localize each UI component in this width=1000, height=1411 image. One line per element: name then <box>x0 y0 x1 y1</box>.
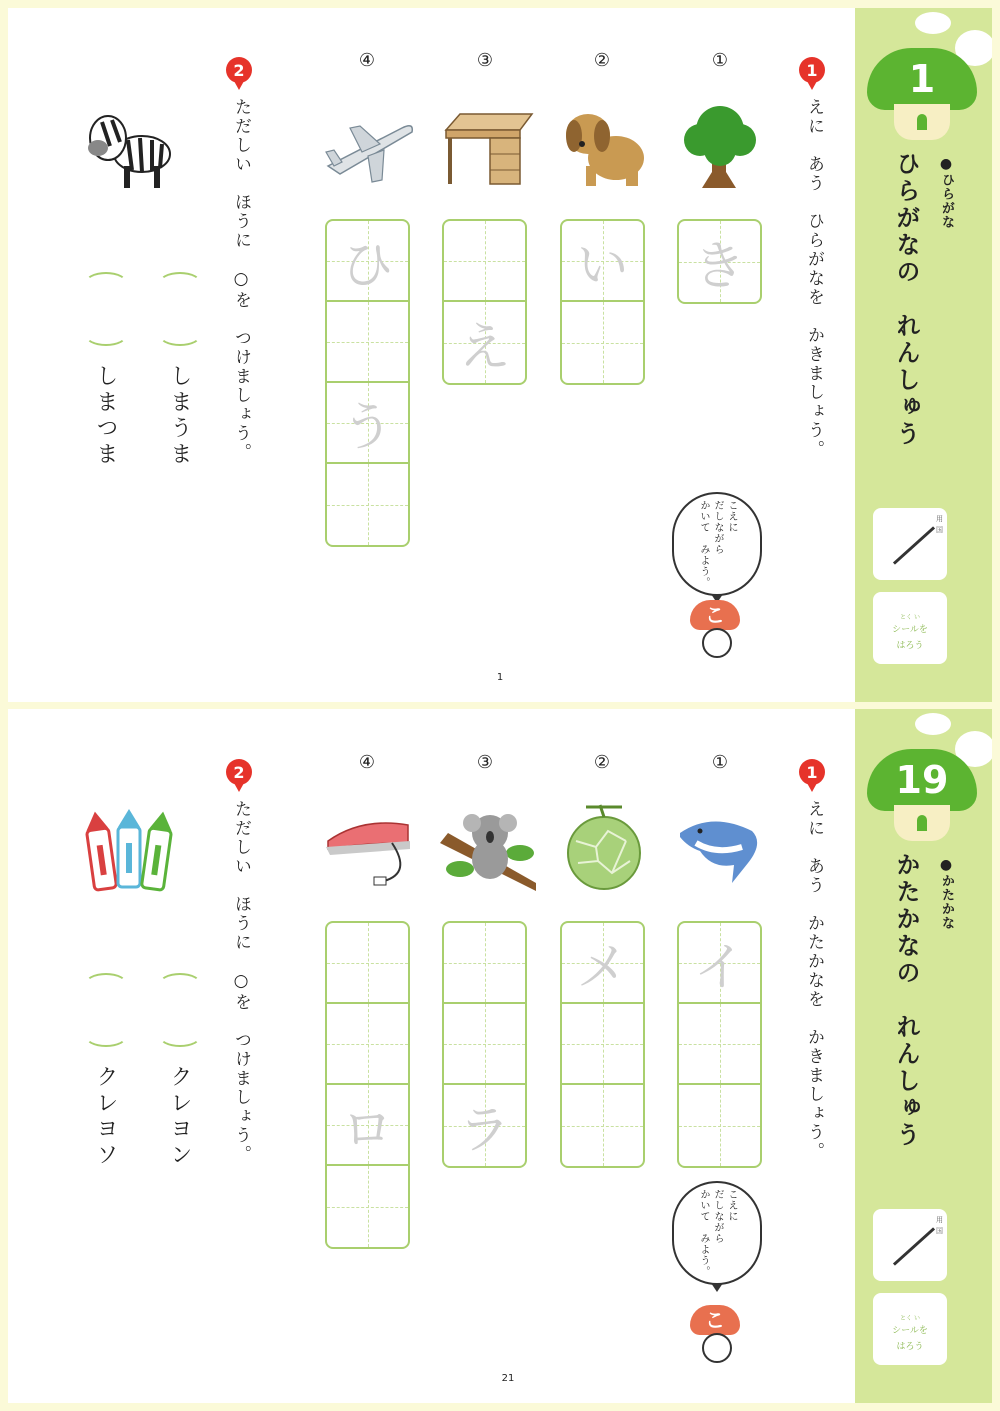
door-icon <box>917 815 927 831</box>
mushroom-stem <box>894 805 950 841</box>
writing-cell[interactable] <box>444 1004 525 1085</box>
trace-character: ひ <box>341 236 394 296</box>
writing-cell[interactable] <box>327 221 408 302</box>
worksheet-page-1 <box>8 8 992 702</box>
trace-character: い <box>576 236 629 296</box>
trace-character: え <box>458 318 511 378</box>
writing-grid[interactable] <box>560 921 645 1168</box>
writing-cell[interactable] <box>327 383 408 464</box>
writing-cell[interactable] <box>327 464 408 545</box>
writing-cell[interactable] <box>327 1004 408 1085</box>
answer-circle-slot[interactable] <box>84 272 124 346</box>
crayons-picture <box>80 805 176 895</box>
item-number: ④ <box>358 50 376 71</box>
writing-cell[interactable] <box>679 1085 760 1166</box>
writing-cell[interactable] <box>679 1004 760 1085</box>
hint-speech-bubble: こえに だしながら かいて みよう。 <box>672 1181 762 1285</box>
answer-circle-slot[interactable] <box>84 973 124 1047</box>
page-number: 21 <box>501 1373 515 1384</box>
writing-cell[interactable] <box>562 1085 643 1166</box>
question-2-instruction: ただしい ほうに ○を つけましょう。 <box>231 800 251 1164</box>
mascot-mushroom <box>686 600 744 662</box>
writing-cell[interactable] <box>562 302 643 383</box>
writing-grid[interactable] <box>560 219 645 385</box>
answer-circle-slot[interactable] <box>158 272 198 346</box>
writing-cell[interactable] <box>327 302 408 383</box>
hint-speech-bubble: こえに だしながら かいて みよう。 <box>672 492 762 596</box>
sticker-label: とく い シールを はろう <box>892 1315 928 1352</box>
lesson-mushroom-badge <box>867 48 977 142</box>
trace-character: う <box>341 398 394 458</box>
lesson-mushroom-badge <box>867 749 977 843</box>
item-number: ② <box>593 50 611 71</box>
trace-character: ラ <box>458 1101 511 1161</box>
desk-picture <box>440 100 536 190</box>
trace-character: イ <box>693 938 746 998</box>
item-number: ④ <box>358 752 376 773</box>
cloud-icon <box>915 713 951 735</box>
writing-grid[interactable] <box>442 219 527 385</box>
dolphin-picture <box>672 803 768 893</box>
question-2-badge: 2 <box>226 57 252 83</box>
writing-grid[interactable] <box>325 219 410 547</box>
dog-picture <box>556 100 652 190</box>
writing-cell[interactable] <box>679 923 760 1004</box>
question-1-instruction: えに あう かたかなを かきましょう。 <box>804 800 824 1161</box>
worksheet-page-2 <box>8 709 992 1403</box>
mascot-face <box>702 1333 732 1363</box>
writing-cell[interactable] <box>327 923 408 1004</box>
item-number: ① <box>711 50 729 71</box>
scallop-edge <box>845 8 867 702</box>
question-2-instruction: ただしい ほうに ○を つけましょう。 <box>231 98 251 462</box>
page-title: ひらがなの れんしゅう <box>892 151 920 448</box>
tiny-label: 用 国 <box>936 515 943 534</box>
sticker-box[interactable] <box>873 592 947 664</box>
airplane-picture <box>322 108 418 198</box>
pencil-line-icon <box>893 526 935 564</box>
tree-picture <box>672 100 768 190</box>
pencil-line-icon <box>893 1227 935 1265</box>
answer-choice[interactable]: クレヨン <box>167 1065 192 1169</box>
melon-picture <box>556 801 652 891</box>
sidebar <box>855 8 992 702</box>
writing-cell[interactable] <box>444 302 525 383</box>
koala-picture <box>440 803 536 893</box>
sticker-target-box[interactable] <box>873 508 947 580</box>
page-title: かたかなの れんしゅう <box>892 852 920 1149</box>
sidebar <box>855 709 992 1403</box>
item-number: ③ <box>476 752 494 773</box>
mushroom-stem <box>894 104 950 140</box>
subject-label: ●ひらがな <box>938 156 954 229</box>
writing-cell[interactable] <box>562 923 643 1004</box>
writing-cell[interactable] <box>444 1085 525 1166</box>
item-number: ① <box>711 752 729 773</box>
writing-cell[interactable] <box>327 1085 408 1166</box>
iron-picture <box>322 803 418 893</box>
page-number: 1 <box>496 672 504 683</box>
item-number: ② <box>593 752 611 773</box>
zebra-picture <box>80 102 176 192</box>
writing-cell[interactable] <box>444 221 525 302</box>
door-icon <box>917 114 927 130</box>
writing-cell[interactable] <box>562 221 643 302</box>
writing-cell[interactable] <box>444 923 525 1004</box>
writing-cell[interactable] <box>327 1166 408 1247</box>
sticker-box[interactable] <box>873 1293 947 1365</box>
writing-cell[interactable] <box>562 1004 643 1085</box>
answer-choice[interactable]: しまつま <box>93 364 118 468</box>
subject-label: ●かたかな <box>938 857 954 930</box>
question-2-badge: 2 <box>226 759 252 785</box>
trace-character: ロ <box>341 1100 394 1160</box>
question-1-instruction: えに あう ひらがなを かきましょう。 <box>804 98 824 459</box>
writing-cell[interactable] <box>679 221 760 302</box>
answer-choice[interactable]: しまうま <box>167 364 192 468</box>
writing-grid[interactable] <box>325 921 410 1249</box>
mascot-cap: こ <box>690 1305 740 1335</box>
mascot-face <box>702 628 732 658</box>
cloud-icon <box>915 12 951 34</box>
question-1-badge: 1 <box>799 759 825 785</box>
item-number: ③ <box>476 50 494 71</box>
trace-character: メ <box>576 938 629 998</box>
writing-grid[interactable] <box>442 921 527 1168</box>
answer-choice[interactable]: クレヨソ <box>93 1065 118 1169</box>
question-1-badge: 1 <box>799 57 825 83</box>
writing-grid[interactable] <box>677 219 762 304</box>
tiny-label: 用 国 <box>936 1216 943 1235</box>
lesson-number: 1 <box>867 48 977 110</box>
scallop-edge <box>845 709 867 1403</box>
writing-grid[interactable] <box>677 921 762 1168</box>
mascot-mushroom <box>686 1305 744 1367</box>
sticker-label: とく い シールを はろう <box>892 614 928 651</box>
mascot-cap: こ <box>690 600 740 630</box>
lesson-number: 19 <box>867 749 977 811</box>
sticker-target-box[interactable] <box>873 1209 947 1281</box>
answer-circle-slot[interactable] <box>158 973 198 1047</box>
trace-character: き <box>693 237 746 297</box>
